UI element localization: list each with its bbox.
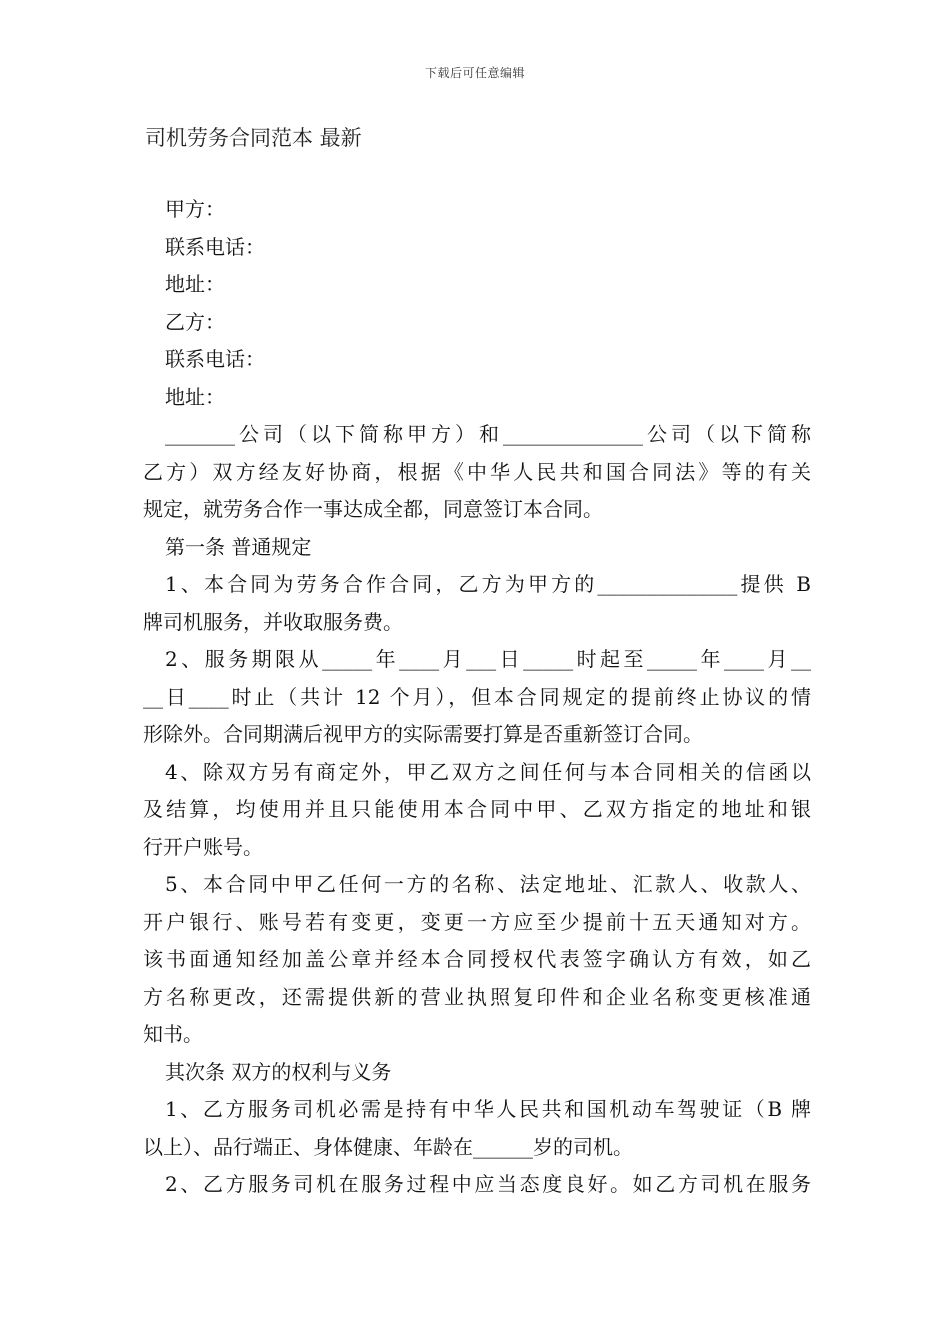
paragraph-line: 4、除双方另有商定外，甲乙双方之间任何与本合同相关的信函以 xyxy=(165,759,811,784)
paragraph-line: 5、本合同中甲乙任何一方的名称、法定地址、汇款人、收款人、 xyxy=(165,872,811,896)
paragraph-line: 开户银行、账号若有变更，变更一方应至少提前十五天通知对方。 xyxy=(143,909,811,934)
party-b-label: 乙方： xyxy=(165,309,225,334)
party-b-address-label: 地址： xyxy=(165,384,225,409)
paragraph-line: 该书面通知经加盖公章并经本合同授权代表签字确认方有效，如乙 xyxy=(143,947,811,971)
paragraph-line: 方名称更改，还需提供新的营业执照复印件和企业名称变更核准通 xyxy=(143,984,811,1009)
paragraph-line: 规定，就劳务合作一事达成全都，同意签订本合同。 xyxy=(143,497,603,521)
paragraph-line: __日____时止（共计 12 个月），但本合同规定的提前终止协议的情 xyxy=(143,684,811,709)
document-body xyxy=(143,191,811,1204)
paragraph-line: 知书。 xyxy=(143,1022,203,1046)
party-a-address-label: 地址： xyxy=(165,272,225,296)
party-b-phone-label: 联系电话： xyxy=(165,347,265,371)
paragraph-line: 1、乙方服务司机必需是持有中华人民共和国机动车驾驶证（B 牌 xyxy=(165,1097,811,1121)
party-a-phone-label: 联系电话： xyxy=(165,234,265,259)
paragraph-line: 1、本合同为劳务合作合同，乙方为甲方的______________提供 B xyxy=(165,572,811,596)
paragraph-line: 乙方）双方经友好协商，根据《中华人民共和国合同法》等的有关 xyxy=(143,459,811,484)
paragraph-line: 形除外。合同期满后视甲方的实际需要打算是否重新签订合同。 xyxy=(143,722,703,746)
paragraph-line: _______公司（以下简称甲方）和______________公司（以下简称 xyxy=(165,422,811,446)
party-a-label: 甲方： xyxy=(165,197,225,221)
section-heading: 第一条 普通规定 xyxy=(165,534,312,559)
paragraph-line: 行开户账号。 xyxy=(143,834,263,859)
paragraph-line: 2、乙方服务司机在服务过程中应当态度良好。如乙方司机在服务 xyxy=(165,1172,811,1196)
document-title: 司机劳务合同范本 最新 xyxy=(145,126,362,150)
header-note: 下载后可任意编辑 xyxy=(424,66,525,80)
paragraph-line: 2、服务期限从_____年____月___日_____时起至_____年____月__ xyxy=(165,647,811,671)
paragraph-line: 及结算，均使用并且只能使用本合同中甲、乙双方指定的地址和银 xyxy=(143,797,811,821)
paragraph-line: 以上）、品行端正、身体健康、年龄在______岁的司机。 xyxy=(143,1134,633,1159)
paragraph-line: 牌司机服务，并收取服务费。 xyxy=(143,609,403,634)
section-heading: 其次条 双方的权利与义务 xyxy=(165,1059,392,1084)
